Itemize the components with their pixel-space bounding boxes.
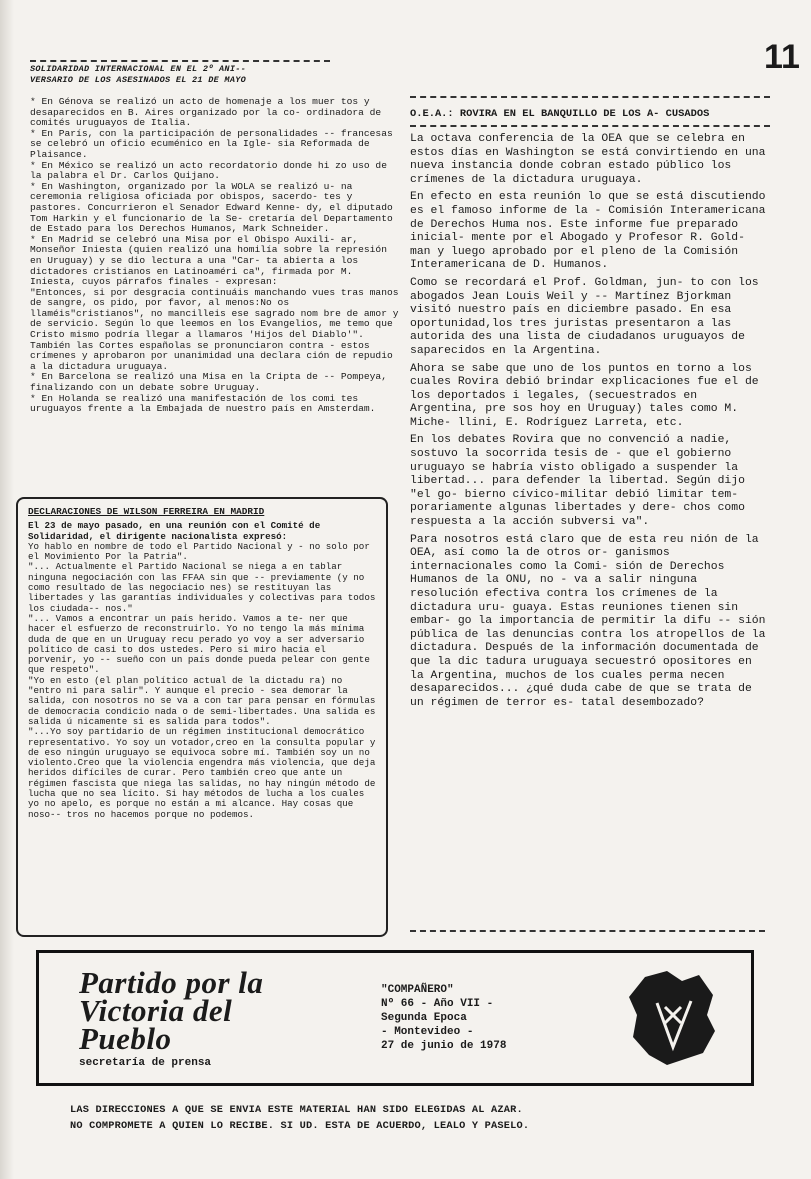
issue-line: Nº 66 - Año VII - [381,998,494,1010]
oea-paragraph: Ahora se sabe que uno de los puntos en torno a los cuales Rovira debió brindar explicaciones fue el de los deportados i legales, (secuestrados en Argentina, pre sos hoy en Uruguay) tales como M. Miche- llini, E. Rodríguez Larreta, etc. [410,362,759,429]
box-title: DECLARACIONES DE WILSON FERREIRA EN MADRID [28,506,265,517]
secretaria-label: secretaría de prensa [79,1057,212,1069]
issue-info [381,983,506,1053]
solidarity-item: * En Madrid se celebró una Misa por el Obispo Auxili- ar, Monseñor Iniesta (quien realizó una homilía sobre la represión en Uruguay) y se dio lectura a una "Car- ta abierta a los dictadores cristianos en Latinoaméri ca", firmada por M. Iniesta, cuyos párrafos finales - expresan: [30,233,387,288]
box-paragraph: "... Actualmente el Partido Nacional se niega a en tablar ninguna negociación con las FFAA sin que -- previamente (y no como resultado de las negociacio nes) se restituyan las libertades y las garantías individuales y colectivas para todos los ciudada-- nos." [28,561,376,614]
party-name-line: Pueblo [79,1021,172,1056]
oea-paragraph: Como se recordará el Prof. Goldman, jun- to con los abogados Jean Louis Weil y -- Martínez Bjorkman visitó nuestro país en diciembre pasado. En esa oportunidad,los tres juristas presentaron a las autorida des una lista de ciudadanos uruguayos de saparecidos en la Argentina. [410,276,759,357]
box-paragraph: "... Vamos a encontrar un país herido. Vamos a te- ner que hacer el esfuerzo de reconstruirlo. Yo no tengo la más mínima duda de que en un Uruguay recu perado yo voy a ser adversario político de casi to dos ustedes. Pero si miro hacia el porvenir, yo -- sueño con un país donde pueda pelear con gente que respeto". [28,612,370,676]
article-end-rule [410,930,765,932]
oea-paragraph: La octava conferencia de la OEA que se celebra en estos días en Washington se está convirtiendo en una nueva instancia donde cobran estado público los crímenes de la dictadura uruguaya. [410,133,766,186]
oea-paragraph: En los debates Rovira que no convenció a nadie, sostuvo la socorrida tesis de - que el gobierno uruguayo se habría visto obligado a suspender la libertad... para defender la libertad. Según dijo "el go- bierno cívico-militar debió limitar tem- porariamente algunas libertades y dere- chos como respuesta a la acción subversi va". [410,434,745,529]
oea-title: O.E.A.: ROVIRA EN EL BANQUILLO DE LOS A- CUSADOS [410,108,710,120]
party-name-line: Partido por la [79,965,264,1000]
issue-line: - Montevideo - [381,1026,474,1038]
solidarity-heading-line1: SOLIDARIDAD INTERNACIONAL EN EL 2º ANI-- [30,64,247,74]
page-number: 11 [764,38,800,76]
solidarity-item: * En París, con la participación de personalidades -- francesas se celebró un oficio ecuménico en la Igle- sia Reformada de Plaisance. [30,127,393,160]
footer-notice [70,1102,750,1134]
solidarity-item: * En Barcelona se realizó una Misa en la Cripta de -- Pompeya, finalizando con un debate sobre Uruguay. [30,371,387,394]
footer-line: NO COMPROMETE A QUIEN LO RECIBE. SI UD. ESTA DE ACUERDO, LEALO Y PASELO. [70,1120,530,1132]
issue-line: "COMPAÑERO" [381,984,454,996]
oea-paragraph: En efecto en esta reunión lo que se está discutiendo es el famoso informe de la - Comisión Interamericana de Derechos Huma nos. Este informe fue preparado inicial- mente por el Abogado y Profesor R. Gold- man y luego aprobado por el pleno de la Comisión Interamericana de D. Humanos. [410,191,766,272]
pvp-star-logo-icon [627,967,717,1067]
issue-line: 27 de junio de 1978 [381,1040,507,1052]
solidarity-item: * En México se realizó un acto recordatorio donde hi zo uso de la palabra el Dr. Carlos Quijano. [30,159,387,182]
box-paragraph: Yo hablo en nombre de todo el Partido Nacional y - no solo por el Movimiento Por la Patria". [28,540,370,563]
wilson-ferreira-box [16,497,388,937]
box-paragraph: "...Yo soy partidario de un régimen institucional democrático representativo. Yo soy un votador,creo en la consulta popular y de eso ningún uruguayo se equivoca sobre mí. También soy un no violento.Creo que la violencia engendra más violencia, que deja heridos difíciles de curar. Pero también creo que ante un régimen fascista que niega las salidas, no hay ningún método de lucha que no sea lícito. Si hay métodos de lucha a los cuales yo no apelo, es porque no están a mi alcance. Hay cosas que noso-- tros no hacemos porque no podemos. [28,726,376,820]
solidarity-quote: "Entonces, si por desgracia continuáis manchando vues tras manos de sangre, os pido, por favor, al menos:No os llaméis"cristianos", no mancilleis ese sagrado nom bre de amor y de servicio. Según lo que leemos en los Evangelios, me temo que Cristo mismo podría llegar a llamaros 'Hijos del Diablo'". [30,286,399,341]
solidarity-item: * En Washington, organizado por la WOLA se realizó u- na ceremonia religiosa oficiada por obispos, sacerdo- tes y pastores. Concurrieron el Senador Edward Kenne- dy, el diputado Tom Harkin y el funcionario de la Se- cretaría del Departamento de Estado para los Derechos Humanos, Mark Schneider. [30,180,393,235]
party-name-line: Victoria del [79,993,233,1028]
solidarity-heading [30,60,330,86]
pvp-banner [36,950,754,1086]
page-edge [0,0,14,1179]
solidarity-item: También las Cortes españolas se pronunciaron contra - estos crímenes y aprobaron por unanimidad una declara ción de repudio a la dictadura uruguaya. [30,339,393,372]
solidarity-heading-line2: VERSARIO DE LOS ASESINADOS EL 21 DE MAYO [30,75,247,85]
solidarity-item: * En Génova se realizó un acto de homenaje a los muer tos y desaparecidos en B. Aires organizado por la co- ordinadora de comités uruguayos de Italia. [30,96,382,129]
heading-rule [30,60,330,62]
oea-paragraph: Para nosotros está claro que de esta reu nión de la OEA, así como la de otros or- ganismos internacionales como la Comi- sión de Derechos Humanos de la ONU, no - va a salir ninguna resolución efectiva contra los crímenes de la dictadura uru- guaya. Estas reuniones tienen sin embar- go la importancia de permitir la difu -- sión pública de las denuncias contra los atropellos de la dictadura. Después de la información documentada de que la dic tadura uruguaya secuestró opositores en la Argentina, muchos de los cuales perma necen desaparecidos... ¿qué duda cabe de que se trata de un régimen de terror es- tatal desembozado? [410,533,766,709]
oea-article [410,96,770,714]
party-name [79,965,264,1056]
article-rule [410,125,770,127]
solidarity-item: * En Holanda se realizó una manifestación de los comi tes uruguayos frente a la Embajada de nuestro país en Amsterdam. [30,392,376,415]
box-paragraph: "Yo en esto (el plan político actual de la dictadu ra) no "entro ni para salir". Y aunque el precio - sea demorar la salida, con nosotros no se va a con tar para pensar en fórmulas de democracia condicio nada o de semi-libertades. Una salida es salida ú nicamente si es salida para todos". [28,674,376,727]
footer-line: LAS DIRECCIONES A QUE SE ENVIA ESTE MATERIAL HAN SIDO ELEGIDAS AL AZAR. [70,1104,523,1116]
box-paragraph: El 23 de mayo pasado, en una reunión con el Comité de Solidaridad, el dirigente nacionalista expresó: [28,520,321,542]
article-rule [410,96,770,98]
solidarity-list [30,97,400,415]
issue-line: Segunda Epoca [381,1012,467,1024]
